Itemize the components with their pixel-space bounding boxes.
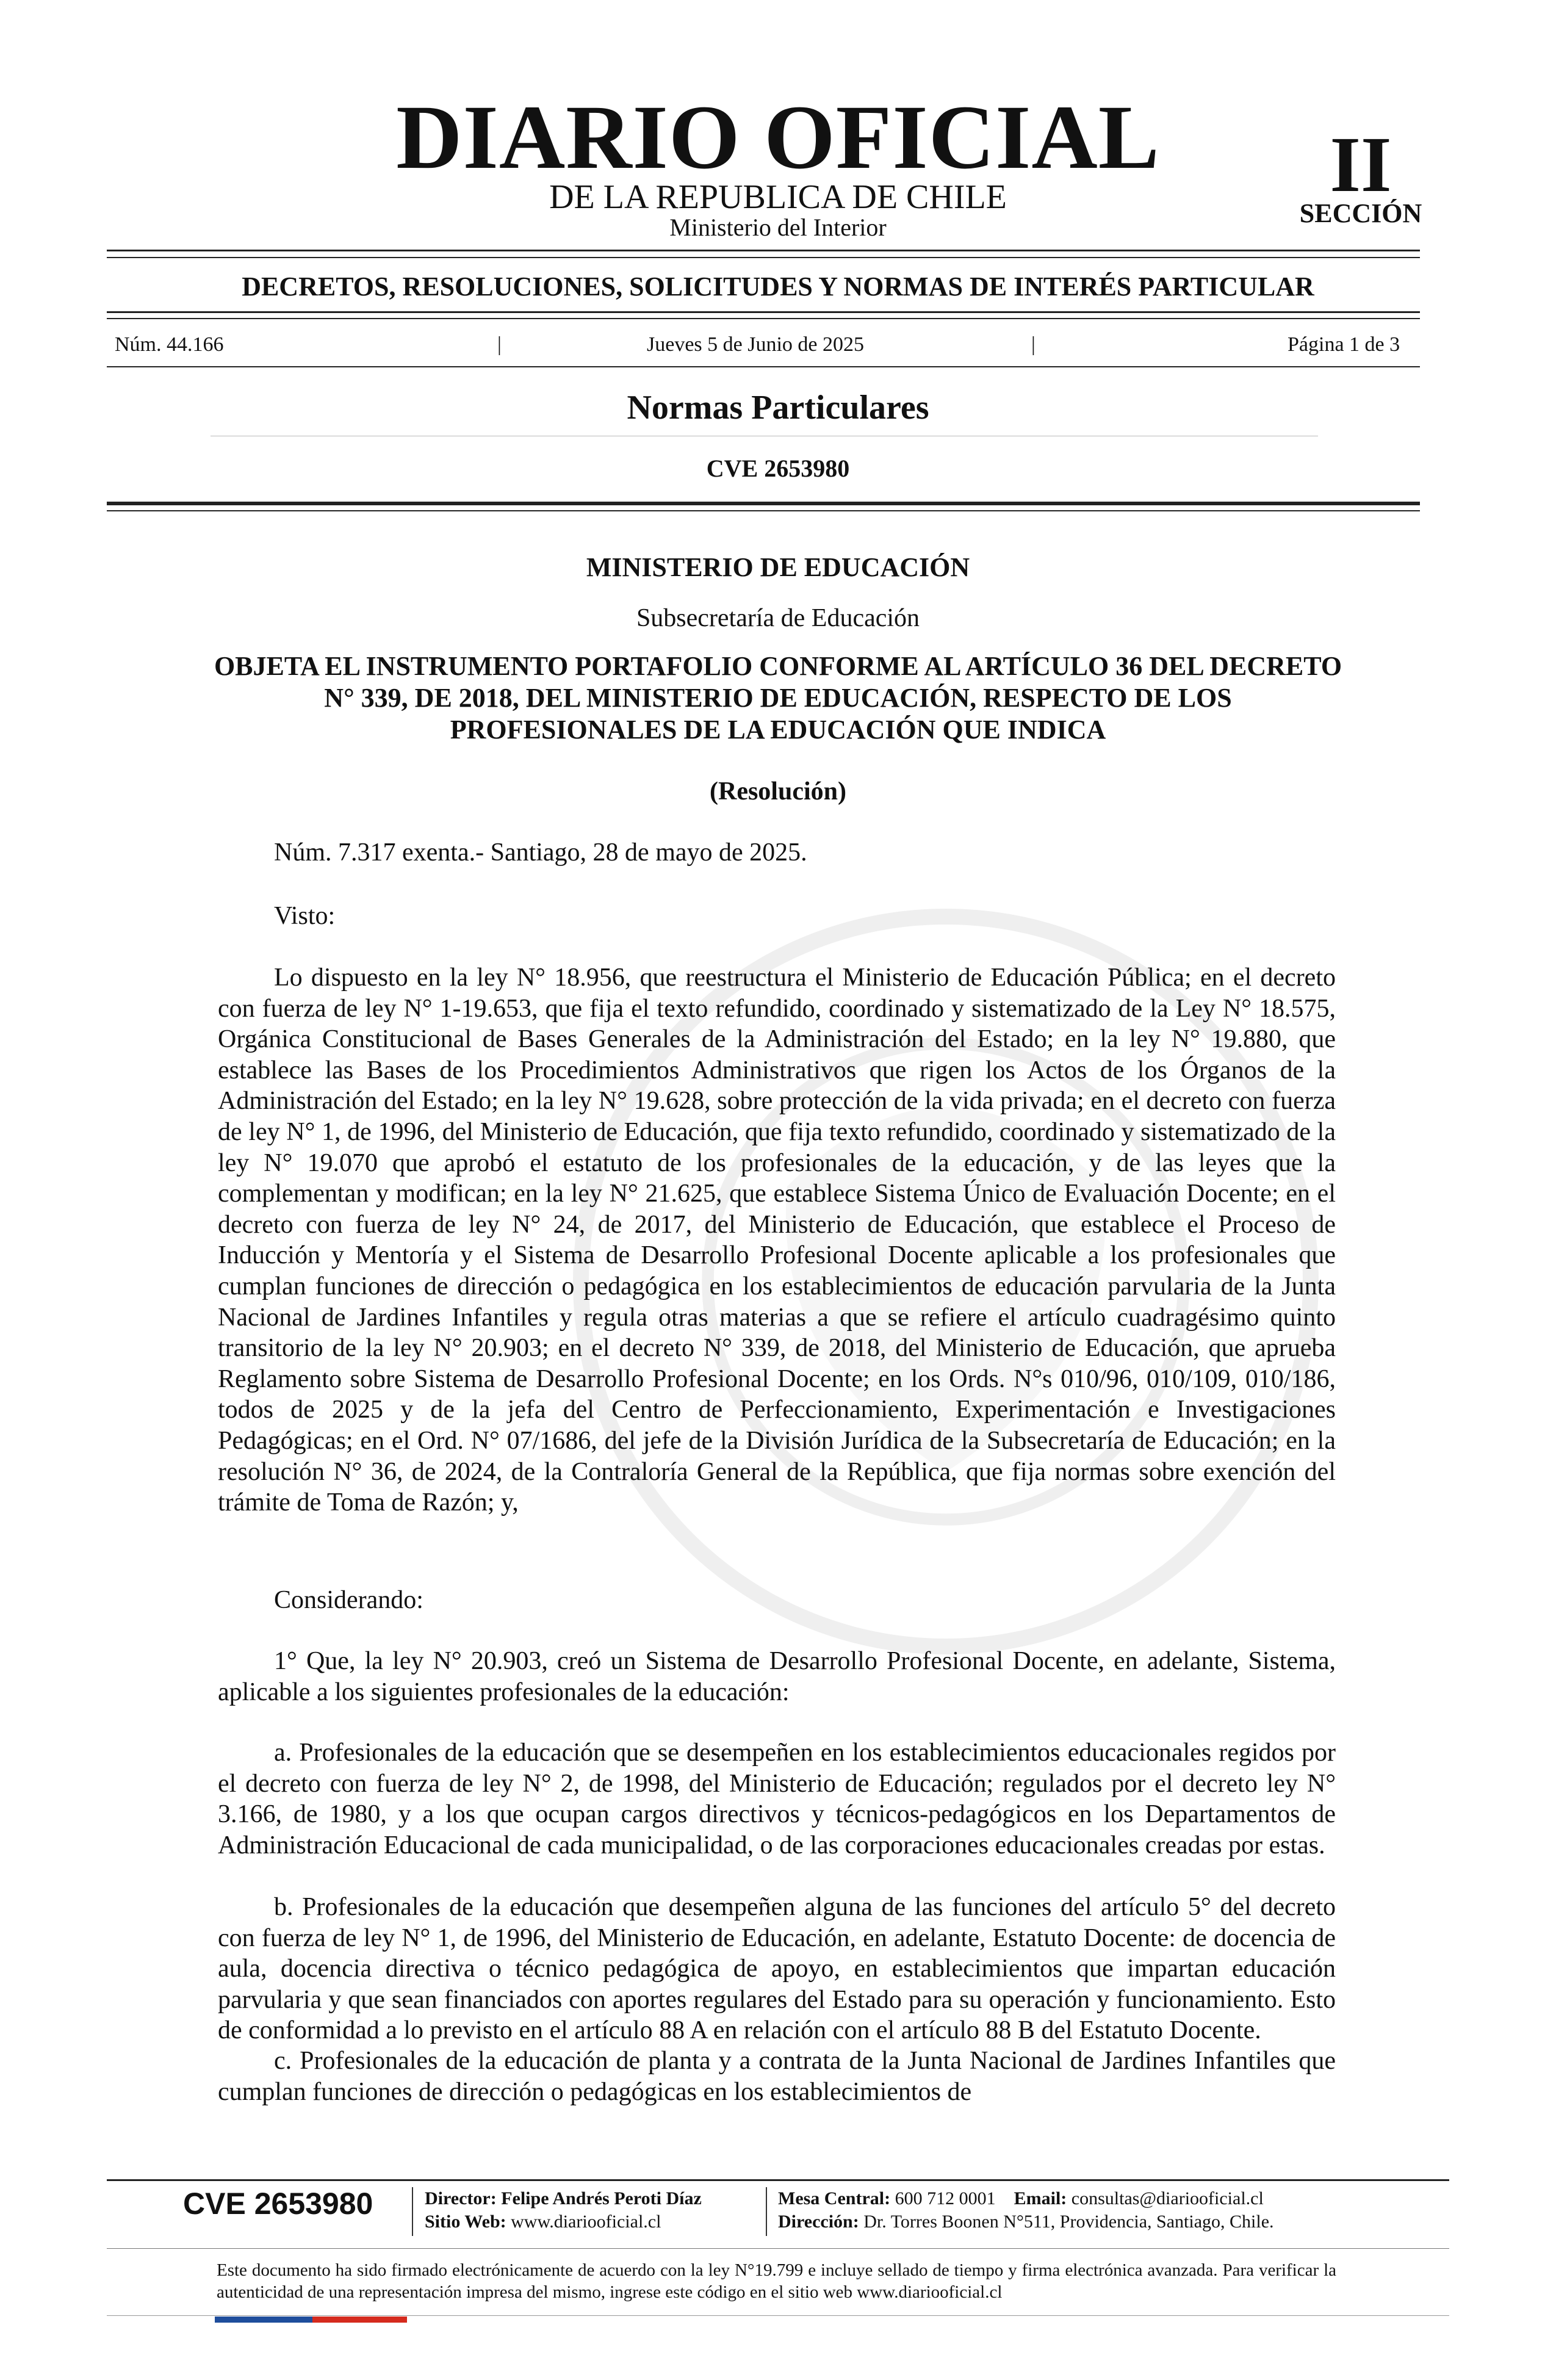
considerando-item-c: c. Profesionales de la educación de planta y a contrata de la Junta Nacional de Jardines Infantiles que cumplan funciones de dirección o pedagógicas en los establecimientos de [218, 2047, 1336, 2106]
footer-rule [107, 2179, 1449, 2181]
category-rule-bottom [107, 318, 1420, 319]
visto-label: Visto: [274, 902, 336, 930]
footer-divider [766, 2187, 767, 2236]
footer-contact-block [778, 2187, 1274, 2234]
considerando-1: 1° Que, la ley N° 20.903, creó un Sistema de Desarrollo Profesional Docente, en adelante, Sistema, aplicable a los siguientes profesionales de la educación: [218, 1647, 1336, 1706]
category-rule-top [107, 311, 1420, 313]
issuing-ministry: MINISTERIO DE EDUCACIÓN [586, 552, 970, 582]
masthead-subtitle: DE LA REPUBLICA DE CHILE [549, 178, 1007, 216]
issue-number: Núm. 44.166 [115, 333, 224, 356]
issue-date: Jueves 5 de Junio de 2025 [647, 333, 865, 356]
flag-bar-blue [215, 2317, 312, 2323]
address-label: Dirección: [778, 2212, 859, 2232]
masthead-rule-top [107, 250, 1420, 251]
director-name: Felipe Andrés Peroti Díaz [501, 2188, 702, 2209]
address-value: Dr. Torres Boonen N°511, Providencia, Santiago, Chile. [863, 2212, 1274, 2232]
subsecretaria: Subsecretaría de Educación [636, 604, 920, 632]
email-link[interactable]: consultas@diariooficial.cl [1071, 2188, 1264, 2209]
meta-separator: | [497, 333, 502, 356]
signature-disclaimer: Este documento ha sido firmado electrónicamente de acuerdo con la ley N°19.799 e incluye sellado de tiempo y firma electrónica avanzada. Para verificar la autenticidad de una representación impresa del mismo, ingrese este código en el sitio web www.diariooficial.cl [217, 2260, 1336, 2302]
website-link[interactable]: www.diariooficial.cl [511, 2212, 661, 2232]
footer-bottom-rule [107, 2315, 1449, 2316]
phone-number: 600 712 0001 [895, 2188, 996, 2209]
masthead-rule-bottom [107, 257, 1420, 258]
resolution-number: Núm. 7.317 exenta.- Santiago, 28 de mayo de 2025. [274, 838, 807, 867]
considerando-item-a: a. Profesionales de la educación que se desempeñen en los establecimientos educacionales regidos por el decreto con fuerza de ley N° 2, de 1998, del Ministerio de Educación; regulados por el decreto ley N° 3.166, de 1980, y a los que ocupan cargos directivos y técnicos-pedagógicos en los Departamentos de Administración Educacional de cada municipalidad, o de las corporaciones educacionales creadas por estas. [218, 1739, 1336, 1859]
email-label: Email: [1014, 2188, 1067, 2209]
section-label: SECCIÓN [1299, 198, 1422, 228]
cve-code: CVE 2653980 [706, 455, 850, 482]
masthead-ministry: Ministerio del Interior [669, 214, 887, 241]
section-number: II [1330, 121, 1392, 209]
header-rule-thin [107, 510, 1420, 511]
footer-director-block [425, 2187, 702, 2234]
considerando-item-b: b. Profesionales de la educación que desempeñen alguna de las funciones del artículo 5° del decreto con fuerza de ley N° 1, de 1996, del Ministerio de Educación, en adelante, Estatuto Docente: de docencia de aula, docencia directiva o técnico pedagógica de apoyo, en establecimientos que impartan educación parvularia y que sean financiados con aportes regulares del Estado para su operación y funcionamiento. Esto de conformidad a lo previsto en el artículo 88 A en relación con el artículo 88 B del Estatuto Docente. [218, 1893, 1336, 2045]
flag-bar-red [312, 2317, 407, 2323]
footer-divider [412, 2187, 413, 2236]
meta-rule [107, 366, 1420, 367]
considerando-label: Considerando: [274, 1586, 423, 1614]
website-label: Sitio Web: [425, 2212, 506, 2232]
visto-paragraph: Lo dispuesto en la ley N° 18.956, que reestructura el Ministerio de Educación Pública; en el decreto con fuerza de ley N° 1-19.653, que fija el texto refundido, coordinado y sistematizado de la Ley N° 18.575, Orgánica Constitucional de Bases Generales de la Administración del Estado; en la ley N° 19.880, que establece las Bases de los Procedimientos Administrativos que rigen los Actos de los Órganos de la Administración del Estado; en la ley N° 19.628, sobre protección de la vida privada; en el decreto con fuerza de ley N° 1, de 1996, del Ministerio de Educación, que fija texto refundido, coordinado y sistematizado de la ley N° 19.070 que aprobó el estatuto de los profesionales de la educación, y de las leyes que la complementan y modifican; en la ley N° 21.625, que establece Sistema Único de Evaluación Docente; en el decreto con fuerza de ley N° 24, de 2017, del Ministerio de Educación, que establece el Proceso de Inducción y Mentoría y el Sistema de Desarrollo Profesional Docente aplicable a los profesionales que cumplan funciones de dirección o pedagógica en los establecimientos de educación parvularia de la Junta Nacional de Jardines Infantiles y regula otras materias a que se refiere el artículo cuadragésimo quinto transitorio de la ley N° 20.903; en el decreto N° 339, de 2018, del Ministerio de Educación, que aprueba Reglamento sobre Sistema de Desarrollo Profesional Docente; en los Ords. N°s 010/96, 010/109, 010/186, todos de 2025 y de la jefa del Centro de Perfeccionamiento, Experimentación e Investigaciones Pedagógicas; en el Ord. N° 07/1686, del jefe de la División Jurídica de la Subsecretaría de Educación; en la resolución N° 36, de 2024, de la Contraloría General de la República, que fija normas sobre exención del trámite de Toma de Razón; y, [218, 964, 1336, 1517]
director-label: Director: [425, 2188, 497, 2209]
document-type: (Resolución) [710, 777, 846, 806]
footer-cve-code: CVE 2653980 [183, 2187, 373, 2221]
meta-separator: | [1031, 333, 1036, 356]
category-heading: DECRETOS, RESOLUCIONES, SOLICITUDES Y NORMAS DE INTERÉS PARTICULAR [242, 272, 1314, 301]
section-title: Normas Particulares [627, 389, 929, 427]
header-rule-thick [107, 502, 1420, 505]
footer-rule-lower [107, 2248, 1449, 2249]
page-indicator: Página 1 de 3 [1288, 333, 1400, 356]
masthead-title: DIARIO OFICIAL [396, 87, 1160, 188]
document-title: OBJETA EL INSTRUMENTO PORTAFOLIO CONFORME AL ARTÍCULO 36 DEL DECRETO N° 339, DE 2018, DEL MINISTERIO DE EDUCACIÓN, RESPECTO DE LOS PROFESIONALES DE LA EDUCACIÓN QUE INDICA [214, 651, 1342, 745]
phone-label: Mesa Central: [778, 2188, 891, 2209]
